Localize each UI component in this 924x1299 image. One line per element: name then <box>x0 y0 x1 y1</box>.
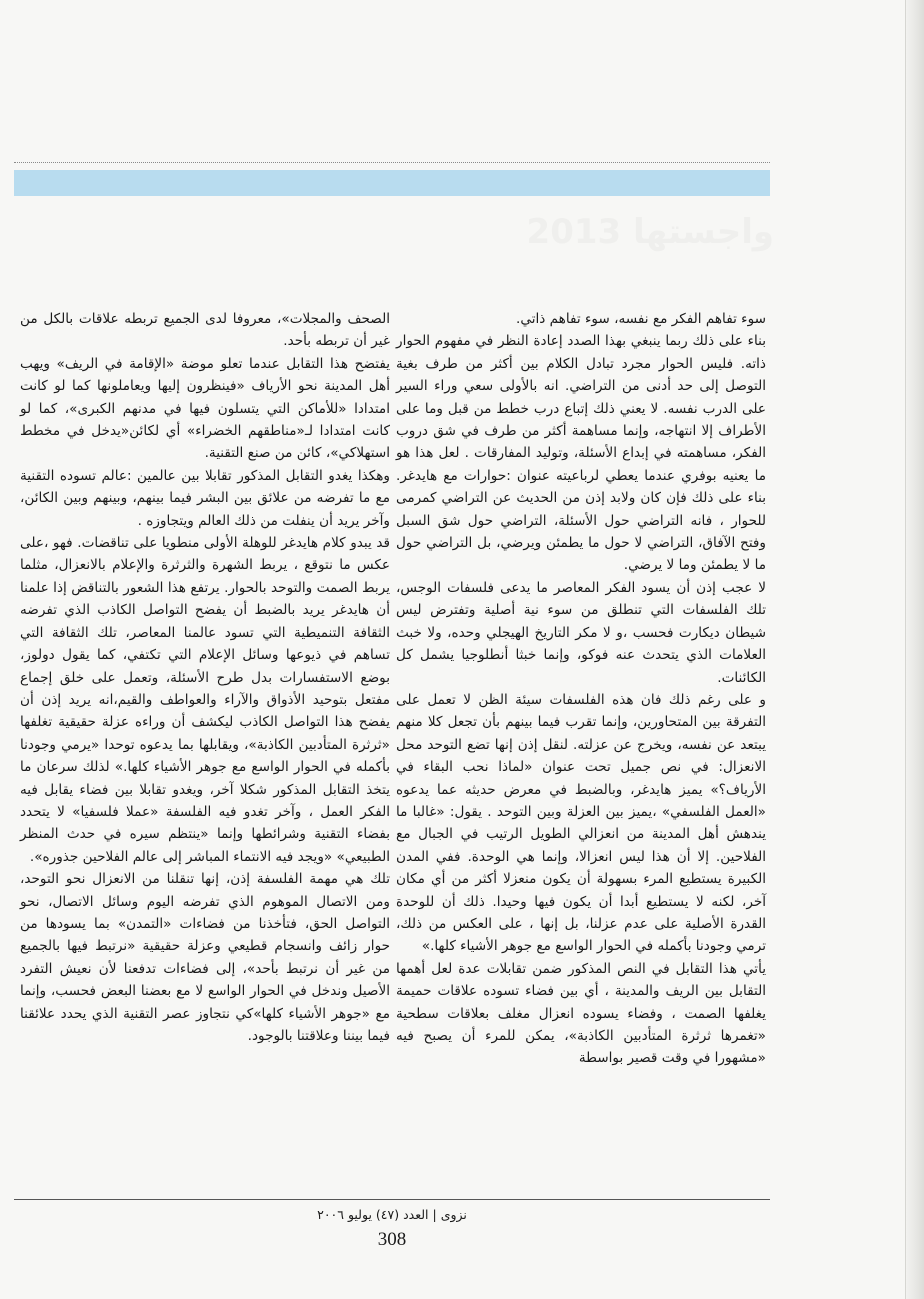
paragraph: تلك هي مهمة الفلسفة إذن، إنها تنقلنا من الانعزال نحو التوحد، ومن الاتصال الموهوم الذي تفرضه اليوم وسائل الاتصال، نحو التواصل الحق، فتأخذنا من فضاءات «التمدن» بما يسودها من حوار زائف وانسجام قطيعي وعزلة حقيقية «نرتبط فيها بالجميع من غير أن نرتبط بأحد»، إلى فضاءات تدفعنا لأن نعيش التفرد الأصيل وندخل في الحوار الواسع لا مع بعضنا البعض فحسب، وإنما مع «جوهر الأشياء كلها»كي نتجاوز عصر التقنية الذي يحدد علائقنا فيما بيننا وعلاقتنا بالوجود. <box>20 871 390 1044</box>
magazine-name: نزوى <box>440 1207 467 1222</box>
footer-separator: | <box>428 1207 437 1222</box>
page-number: 308 <box>377 1229 407 1250</box>
paragraph: الصحف والمجلات»، معروفا لدى الجميع تربطه علاقات بالكل من غير أن تربطه بأحد. <box>20 311 390 350</box>
header-color-band <box>14 170 770 196</box>
faded-section-title: واجستها 2013 <box>526 212 774 252</box>
paragraph: قد يبدو كلام هايدغر للوهلة الأولى منطويا على تناقضات. فهو ،على عكس ما نتوقع ، يربط الشهرة والثرثرة والإعلام بالانعزال، مثلما يربط الصمت والتوحد بالحوار. يرتفع هذا الشعور بالتناقض إذا علمنا أن هايدغر يريد بالضبط أن يفضح التواصل الكاذب الذي تفرضه الثقافة التنميطية التي تسود عالمنا المعاصر، تلك الثقافة التي تساهم في ذيوعها وسائل الإعلام التي تكتفي، كما يقول دولوز، بوضع الاستفسارات بدل طرح الأسئلة، وتعمل على خلق إجماع مفتعل بتوحيد الأذواق والآراء والعواطف والقيم،انه يريد إذن أن يفضح هذا التواصل الكاذب ليكشف أن وراءه عزلة حقيقية تغلفها «ثرثرة المتأدبين الكاذبة»، ويقابلها بما يدعوه توحدا «يرمي وجودنا بأكمله في الحوار الواسع مع جوهر الأشياء كلها.» لذلك سرعان ما يتخذ التقابل المذكور شكلا آخر، ويغدو تقابلا بين فضاء يقابل فيه الفكر العمل ، وآخر تغدو فيه الفلسفة «عملا فلسفيا» لا يتحدد بفضاء التقنية وشرائطها وإنما «ينتظم سيره في حدث المنظر الطبيعي» «ويجد فيه الانتماء المباشر إلى عالم الفلاحين جذوره». <box>20 535 390 865</box>
page-binding-edge <box>905 0 924 1299</box>
paragraph: سوء تفاهم الفكر مع نفسه، سوء تفاهم ذاتي. <box>516 311 766 327</box>
paragraph: لا عجب إذن أن يسود الفكر المعاصر ما يدعى فلسفات الوجس، تلك الفلسفات التي تنطلق من سوء نية أصلية وتفترض ليس شيطان ديكارت فحسب ،و لا مكر التاريخ الهيجلي وحده، ولا خبث العلامات الذي يتحدث عنه فوكو، وإنما خبثا أنطلوجيا يشمل كل الكائنات. <box>396 579 766 686</box>
paragraph: يفتضح هذا التقابل عندما تعلو موضة «الإقامة في الريف» ويهب أهل المدينة نحو الأرياف «فينظرون إليها ويعاملونها كما لو كانت امتدادا «للأماكن التي يتسلون فيها في مدنهم الكبرى»، كما لو كانت امتدادا لـ«مناطقهم الخضراء» أي لكائن«يدخل في مخطط استهلاكي»، كائن من صنع التقنية. <box>20 355 390 462</box>
text-column-left <box>20 308 390 1047</box>
paragraph: بناء على ذلك ربما ينبغي بهذا الصدد إعادة النظر في مفهوم الحوار ذاته. فليس الحوار مجرد تبادل الكلام بين أكثر من طرف بغية التوصل إلى حد أدنى من التراضي. انه بالأولى سعي وراء السير على الدرب نفسه. لا يعني ذلك إتباع درب خطط من قبل وما على الأطراف إلا انتهاجه، وإنما مساهمة أكثر من طرف في شق دروب الفكر، مساهمته في إبداع الأسئلة، وتوليد المفارقات . لعل هذا هو ما يعنيه بوفري عندما يعطي لرباعيته عنوان :حوارات مع هايدغر. بناء على ذلك فإن كان ولابد إذن من الحديث عن التراضي كمرمى للحوار ، فانه التراضي حول الأسئلة، التراضي حول شق السبل وفتح الآفاق، التراضي لا حول ما يطمئن ويرضي، بل التراضي حول ما لا يطمئن وما لا يرضي. <box>396 333 766 574</box>
paragraph: يأتي هذا التقابل في النص المذكور ضمن تقابلات عدة لعل أهمها التقابل بين الريف والمدينة ، أي بين فضاء تسوده علاقات حميمة يغلفها الصمت ، وفضاء يسوده انعزال مغلف بعلاقات سطحية «تغمرها ثرثرة المتأدبين الكاذبة»، يمكن للمرء أن يصبح فيه «مشهورا في وقت قصير بواسطة <box>396 960 766 1067</box>
text-column-right <box>396 308 766 1070</box>
header-dotted-rule <box>14 162 770 163</box>
paragraph: وهكذا يغدو التقابل المذكور تقابلا بين عالمين :عالم تسوده التقنية مع ما تفرضه من علائق بين البشر فيما بينهم، وبينهم وبين الكائن، وآخر يريد أن ينفلت من ذلك العالم ويتجاوزه . <box>20 467 390 529</box>
footer-meta <box>0 1207 784 1222</box>
issue-info: العدد (٤٧) يوليو ٢٠٠٦ <box>317 1207 429 1222</box>
footer-rule <box>14 1199 770 1200</box>
paragraph: و على رغم ذلك فان هذه الفلسفات سيئة الظن لا تعمل على التفرقة بين المتحاورين، وإنما تقرب فيما بينهم بأن تجعل كلا منهم يبتعد عن نفسه، ويخرج عن عزلته. لنقل إذن إنها تضع التوحد محل الانعزال: في نص جميل تحت عنوان «لماذا نحب البقاء في الأرياف؟» يميز هايدغر، وبالضبط في معرض حديثه عما يدعوه «العمل الفلسفي» ،يميز بين العزلة وبين التوحد . يقول: «غالبا ما يندهش أهل المدينة من انعزالي الطويل الرتيب في الجبال مع الفلاحين. إلا أن هذا ليس انعزالا، وإنما هي الوحدة. ففي المدن الكبيرة يستطيع المرء بسهولة أن يكون منعزلا أكثر من أي مكان آخر، لكنه لا يستطيع أبدا أن يكون فيها وحيدا. ذلك أن للوحدة القدرة الأصلية على عدم عزلنا، بل إنها ، على العكس من ذلك، ترمي وجودنا بأكمله في الحوار الواسع مع جوهر الأشياء كلها.» <box>396 691 766 955</box>
